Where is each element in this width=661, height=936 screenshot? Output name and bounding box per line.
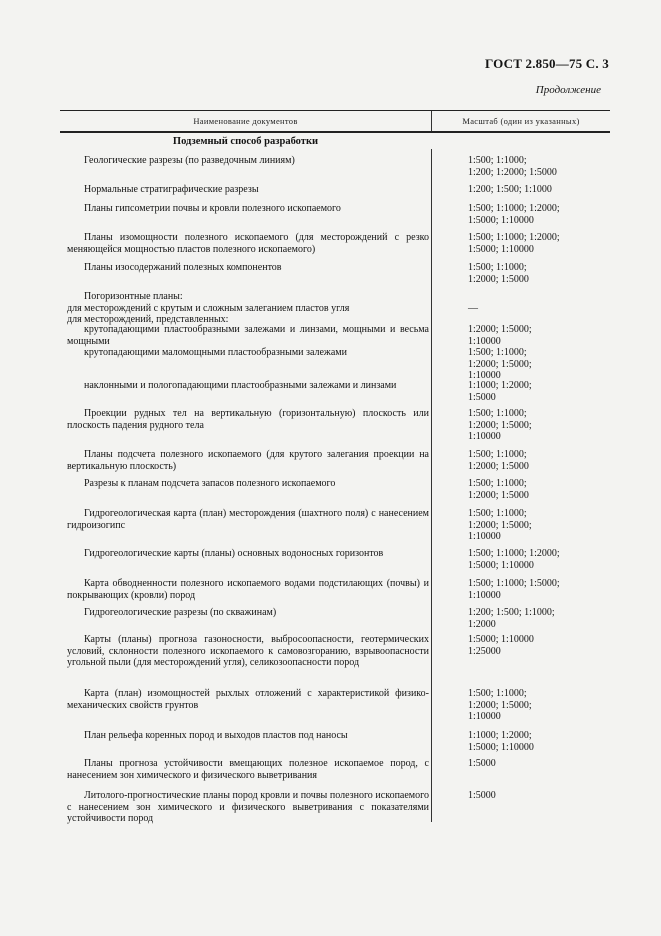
- document-name: Разрезы к планам подсчета запасов полезного ископаемого: [84, 478, 336, 489]
- document-name: Карты (планы) прогноза газоносности, выбросоопасности, геотермических условий, склонности полезного ископаемого к самовозгоранию, взрывоопасности угольной пыли (для месторождений угля), селикозоопасности пород: [67, 634, 429, 669]
- document-name: [67, 291, 429, 326]
- column-header-name: Наименование документов: [193, 116, 298, 126]
- scale-value: 1:500; 1:1000; 1:2000; 1:5000; 1:10000: [468, 203, 560, 226]
- document-name: Гидрогеологические карты (планы) основных водоносных горизонтов: [84, 548, 384, 559]
- document-name: Гидрогеологическая карта (план) месторождения (шахтного поля) с нанесением гидроизогипс: [67, 508, 429, 531]
- document-name-line: Погоризонтные планы:: [84, 291, 183, 302]
- document-name: крутопадающими пластообразными залежами и линзами, мощными и весьма мощными: [67, 324, 429, 347]
- scale-value: 1:500; 1:1000; 1:2000; 1:5000: [468, 262, 529, 285]
- document-name: Гидрогеологические разрезы (по скважинам): [84, 607, 277, 618]
- document-name: наклонными и пологопадающими пластообразными залежами и линзами: [84, 380, 397, 391]
- scale-value: 1:500; 1:1000; 1:2000; 1:5000; 1:10000: [468, 548, 560, 571]
- continued-label: Продолжение: [535, 84, 601, 96]
- document-name: Планы гипсометрии почвы и кровли полезного ископаемого: [84, 203, 341, 214]
- scale-value: 1:1000; 1:2000; 1:5000: [468, 380, 532, 403]
- scale-value: 1:5000; 1:10000 1:25000: [468, 634, 534, 657]
- document-name: Планы прогноза устойчивости вмещающих полезное ископаемое пород, с нанесением зон химического и физического выветривания: [67, 758, 429, 781]
- document-name: Планы изомощности полезного ископаемого (для месторождений с резко меняющейся мощностью пластов полезного ископаемого): [67, 232, 429, 255]
- table-header-rule: [60, 131, 610, 133]
- section-title: Подземный способ разработки: [172, 136, 319, 147]
- scale-value: 1:500; 1:1000; 1:2000; 1:5000; 1:10000: [468, 232, 560, 255]
- document-name-line: для месторождений с крутым и сложным залеганием пластов угля: [67, 302, 350, 314]
- scale-value: —: [468, 302, 478, 314]
- scale-value: 1:200; 1:500; 1:1000: [468, 184, 552, 195]
- document-name: Карта обводненности полезного ископаемого водами подстилающих (почвы) и покрывающих (кровли) пород: [67, 578, 429, 601]
- document-name: Литолого-прогностические планы пород кровли и почвы полезного ископаемого с нанесением зон химического и физического выветривания с показателями устойчивости пород: [67, 790, 429, 825]
- scale-value: 1:5000: [468, 758, 496, 769]
- document-name: Нормальные стратиграфические разрезы: [84, 184, 259, 195]
- document-name: Геологические разрезы (по разведочным линиям): [84, 155, 295, 166]
- column-header-scale: Масштаб (один из указанных): [462, 116, 580, 126]
- scale-value: 1:2000; 1:5000; 1:10000: [468, 324, 532, 347]
- document-name: Карта (план) изомощностей рыхлых отложений с характеристикой физико-механических свойств грунтов: [67, 688, 429, 711]
- document-name: Планы подсчета полезного ископаемого (для крутого залегания проекции на вертикальную плоскость): [67, 449, 429, 472]
- document-name: Планы изосодержаний полезных компонентов: [84, 262, 282, 273]
- document-name: Проекции рудных тел на вертикальную (горизонтальную) плоскость или плоскость падения рудного тела: [67, 408, 429, 431]
- scale-value: 1:500; 1:1000; 1:5000; 1:10000: [468, 578, 560, 601]
- scale-value: 1:500; 1:1000; 1:2000; 1:5000; 1:10000: [468, 347, 532, 382]
- scale-value: 1:500; 1:1000; 1:2000; 1:5000; 1:10000: [468, 688, 532, 723]
- document-name: крутопадающими маломощными пластообразными залежами: [84, 347, 347, 358]
- document-header: ГОСТ 2.850—75 С. 3: [484, 56, 609, 71]
- scale-value: 1:500; 1:1000; 1:2000; 1:5000: [468, 449, 529, 472]
- scale-value: 1:200; 1:500; 1:1000; 1:2000: [468, 607, 555, 630]
- document-name-line: для месторождений, представленных:: [67, 314, 229, 326]
- scale-value: 1:500; 1:1000; 1:200; 1:2000; 1:5000: [468, 155, 557, 178]
- scale-value: 1:1000; 1:2000; 1:5000; 1:10000: [468, 730, 534, 753]
- column-divider: [431, 149, 432, 822]
- scale-value: 1:500; 1:1000; 1:2000; 1:5000; 1:10000: [468, 508, 532, 543]
- scale-value: 1:5000: [468, 790, 496, 801]
- scale-value: 1:500; 1:1000; 1:2000; 1:5000; 1:10000: [468, 408, 532, 443]
- scale-value: 1:500; 1:1000; 1:2000; 1:5000: [468, 478, 529, 501]
- document-name: План рельефа коренных пород и выходов пластов под наносы: [84, 730, 348, 741]
